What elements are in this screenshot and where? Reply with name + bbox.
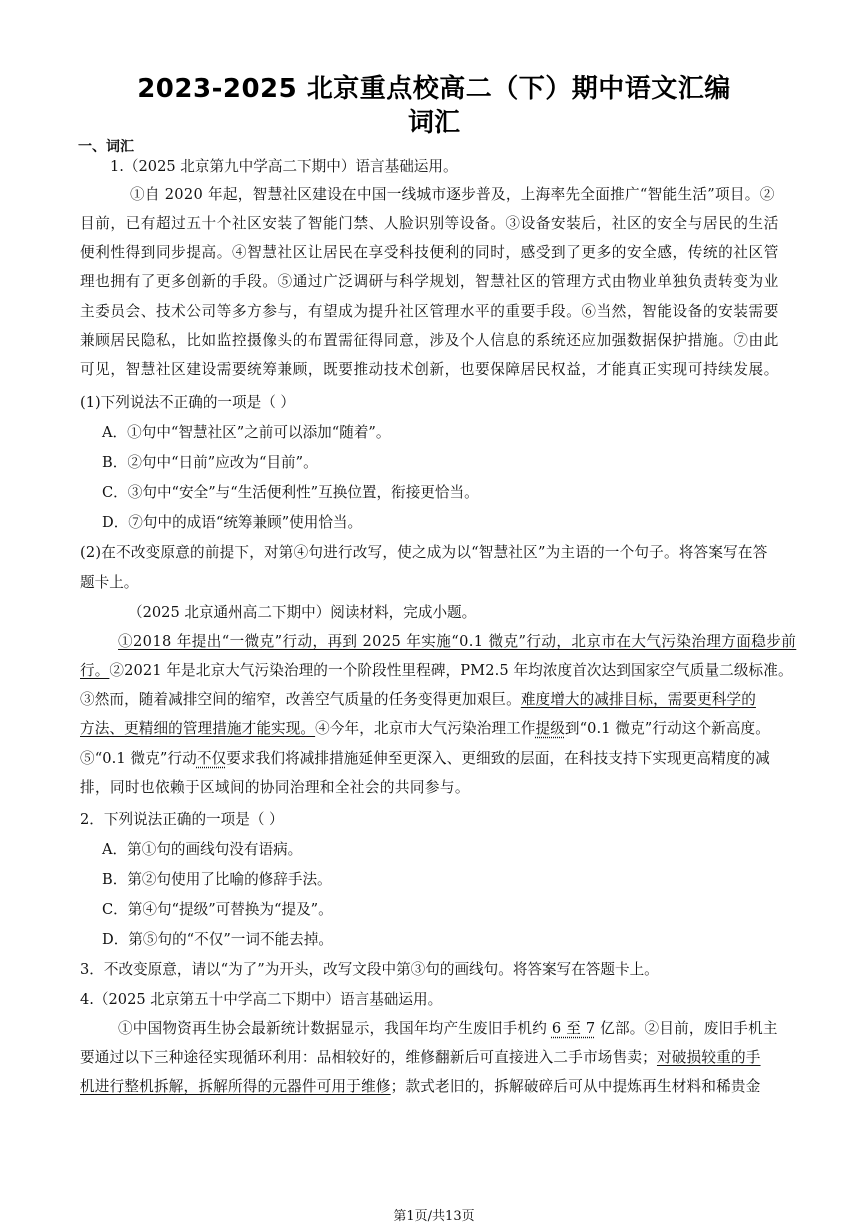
dotted-word: 6 至 7 — [551, 1020, 596, 1037]
underlined-sentence: ①2018 年提出“一微克”行动，再到 2025 年实施“0.1 微克”行动，北京市在大气污染治理方面稳步前 — [118, 633, 797, 650]
passage-text: ①中国物资再生协会最新统计数据显示，我国年均产生废旧手机约 — [118, 1020, 552, 1037]
passage-2-line — [80, 662, 793, 680]
document-subtitle: 词汇 — [407, 108, 460, 138]
dotted-word: 不仅 — [196, 750, 227, 767]
underlined-sentence: 对破损较重的手 — [656, 1049, 761, 1066]
passage-1-line: 可见，智慧社区建设需要统筹兼顾，既要推动技术创新，也要保障居民权益，才能真正实现可持续发展。 — [80, 361, 779, 378]
option-a: A．第①句的画线句没有语病。 — [102, 841, 303, 858]
underlined-sentence: 方法、更精细的管理措施才能实现。 — [80, 720, 316, 737]
option-b: B．第②句使用了比喻的修辞手法。 — [102, 871, 332, 888]
option-d: D．第⑤句的“不仅”一词不能去掉。 — [102, 931, 333, 948]
sub-question-2-cont: 题卡上。 — [80, 574, 139, 591]
passage-1-line: 理也拥有了更多创新的手段。⑤通过广泛调研与科学规划，智慧社区的管理方式由物业单独负责转变为业 — [80, 273, 779, 290]
passage-text: 要求我们将减排措施延伸至更深入、更细致的层面，在科技支持下实现更高精度的减 — [226, 750, 770, 767]
document-title: 2023-2025 北京重点校高二（下）期中语文汇编 — [137, 74, 731, 104]
passage-2-line — [118, 633, 796, 651]
underlined-sentence: 机进行整机拆解，拆解所得的元器件可用于维修 — [80, 1078, 391, 1095]
question-1-intro: 1.（2025 北京第九中学高二下期中）语言基础运用。 — [110, 158, 458, 175]
option-c: C．第④句“提级”可替换为“提及”。 — [102, 901, 333, 918]
passage-2-line — [80, 691, 756, 709]
underlined-sentence: 行。 — [80, 662, 110, 679]
option-d: D．⑦句中的成语“统筹兼顾”使用恰当。 — [102, 514, 363, 531]
page-footer: 第1页/共13页 — [393, 1209, 475, 1224]
question-4-intro: 4.（2025 北京第五十中学高二下期中）语言基础运用。 — [80, 991, 443, 1008]
question-3: 3．不改变原意，请以“为了”为开头，改写文段中第③句的画线句。将答案写在答题卡上。 — [80, 961, 659, 978]
dotted-word: 提级 — [535, 720, 565, 737]
option-a: A．①句中“智慧社区”之前可以添加“随着”。 — [102, 424, 391, 441]
passage-text: ；款式老旧的，拆解破碎后可从中提炼再生材料和稀贵金 — [390, 1078, 761, 1095]
passage-text: ④今年，北京市大气污染治理工作 — [315, 720, 536, 737]
passage-1-line: 主委员会、技术公司等多方参与，有望成为提升社区管理水平的重要手段。⑥当然，智能设备的安装需要 — [80, 303, 779, 320]
passage-text: 到“0.1 微克”行动这个新高度。 — [564, 720, 770, 737]
passage-2-line — [80, 750, 770, 768]
section-heading: 一、词汇 — [78, 139, 134, 155]
sub-question-2: (2)在不改变原意的前提下，对第④句进行改写，使之成为以“智慧社区”为主语的一个句子。将答案写在答 — [80, 544, 768, 561]
passage-1-line: 便利性得到同步提高。④智慧社区让居民在享受科技便利的同时，感受到了更多的安全感，传统的社区管 — [80, 244, 779, 261]
passage-text: ②2021 年是北京大气污染治理的一个阶段性里程碑，PM2.5 年均浓度首次达到国家空气质量二级标准。 — [109, 662, 793, 679]
passage-2-line — [80, 720, 770, 738]
passage-text: 要通过以下三种途径实现循环利用：品相较好的，维修翻新后可直接进入二手市场售卖； — [80, 1049, 657, 1066]
option-b: B．②句中“日前”应改为“目前”。 — [102, 454, 318, 471]
passage-text: ⑤“0.1 微克”行动 — [80, 750, 197, 767]
underlined-sentence: 难度增大的减排目标，需要更科学的 — [520, 691, 756, 708]
passage-1-line: 目前，已有超过五十个社区安装了智能门禁、人脸识别等设备。③设备安装后，社区的安全与居民的生活 — [80, 215, 779, 232]
passage-2-line: 排，同时也依赖于区域间的协同治理和全社会的共同参与。 — [80, 779, 470, 796]
passage-text: ③然而，随着减排空间的缩窄，改善空气质量的任务变得更加艰巨。 — [80, 691, 521, 708]
passage-2-intro: （2025 北京通州高二下期中）阅读材料，完成小题。 — [128, 604, 477, 621]
sub-question-1: (1)下列说法不正确的一项是（ ） — [80, 394, 296, 411]
passage-4-line — [80, 1049, 761, 1067]
passage-4-line — [118, 1020, 778, 1038]
passage-1-line: 兼顾居民隐私，比如监控摄像头的布置需征得同意，涉及个人信息的系统还应加强数据保护措施。⑦由此 — [80, 332, 779, 349]
option-c: C．③句中“安全”与“生活便利性”互换位置，衔接更恰当。 — [102, 484, 479, 501]
passage-text: 亿部。②目前，废旧手机主 — [595, 1020, 778, 1037]
question-2: 2．下列说法正确的一项是（ ） — [80, 811, 284, 828]
passage-1-line: ①自 2020 年起，智慧社区建设在中国一线城市逐步普及，上海率先全面推广“智能生活”项目。② — [130, 186, 775, 203]
passage-4-line — [80, 1078, 761, 1096]
